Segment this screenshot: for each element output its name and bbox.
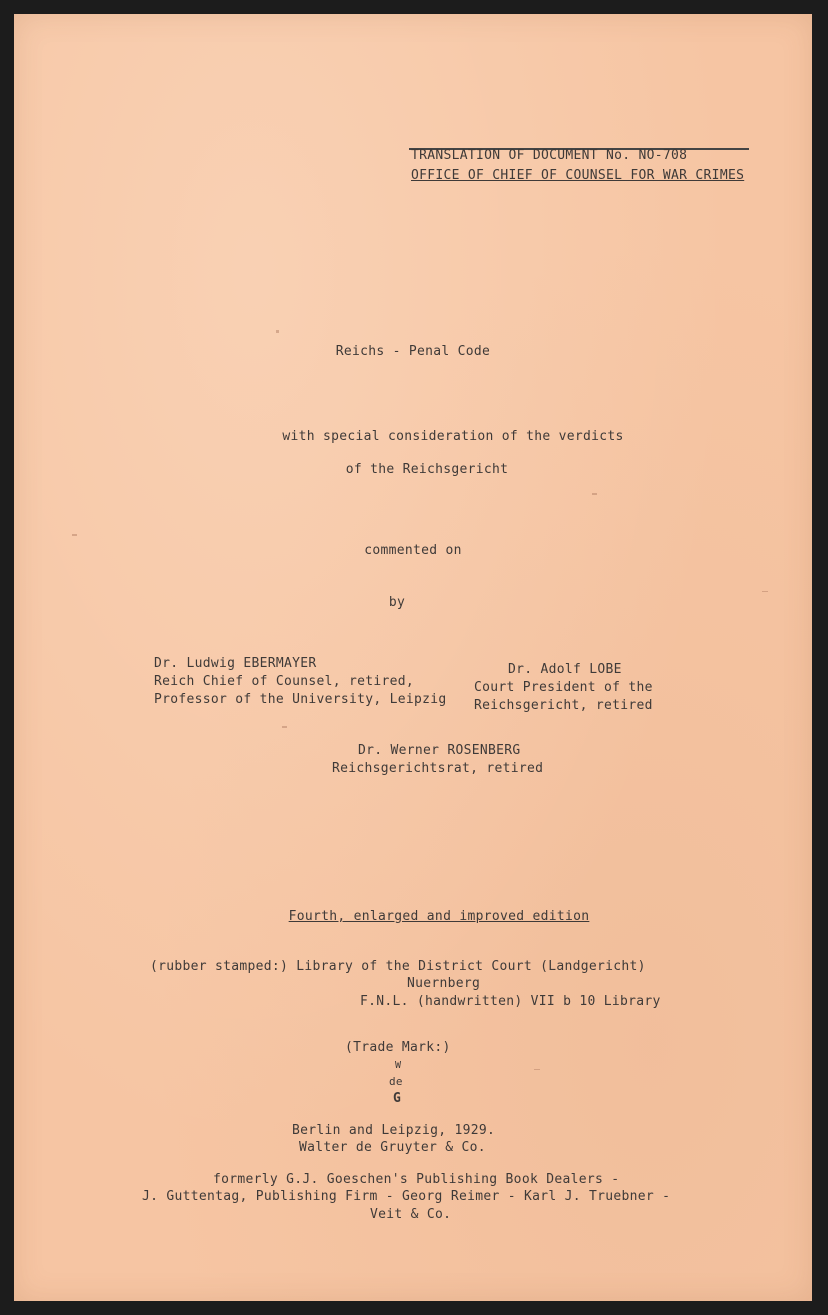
publisher-formerly: formerly G.J. Goeschen's Publishing Book Dealers - [213,1172,620,1187]
header-line-2: OFFICE OF CHIEF OF COUNSEL FOR WAR CRIMES [411,168,745,183]
subtitle-line-1: with special consideration of the verdicts [282,429,624,444]
publisher-name: Walter de Gruyter & Co. [299,1140,486,1155]
author-left-affiliation: Professor of the University, Leipzig [154,692,447,707]
edition-line: Fourth, enlarged and improved edition [288,909,590,924]
trade-mark-w: W [395,1060,402,1071]
header-line-1: TRANSLATION OF DOCUMENT No. NO-708 [411,148,688,163]
commented-on: commented on [364,543,462,558]
author-left-name: Dr. Ludwig EBERMAYER [154,656,317,671]
author-center-title: Reichsgerichtsrat, retired [332,761,544,776]
author-right-title: Court President of the [474,680,653,695]
publisher-veit: Veit & Co. [370,1207,452,1222]
author-left-title: Reich Chief of Counsel, retired, [154,674,415,689]
document-title: Reichs - Penal Code [335,344,491,359]
author-center-name: Dr. Werner ROSENBERG [358,743,521,758]
subtitle-line-2: of the Reichsgericht [345,462,509,477]
author-right-name: Dr. Adolf LOBE [508,662,622,677]
stamp-line-1: (rubber stamped:) Library of the District Court (Landgericht) [150,959,646,974]
publisher-firms: J. Guttentag, Publishing Firm - Georg Reimer - Karl J. Truebner - [142,1189,671,1204]
stamp-line-2: Nuernberg [407,976,481,991]
trade-mark-label: (Trade Mark:) [345,1040,451,1055]
document-page [14,14,812,1301]
trade-mark-g: G [393,1091,402,1106]
author-right-affiliation: Reichsgericht, retired [474,698,653,713]
trade-mark-de: de [389,1075,403,1088]
stamp-line-3: F.N.L. (handwritten) VII b 10 Library [360,994,661,1009]
by-label: by [388,595,406,610]
publisher-place-date: Berlin and Leipzig, 1929. [292,1123,496,1138]
